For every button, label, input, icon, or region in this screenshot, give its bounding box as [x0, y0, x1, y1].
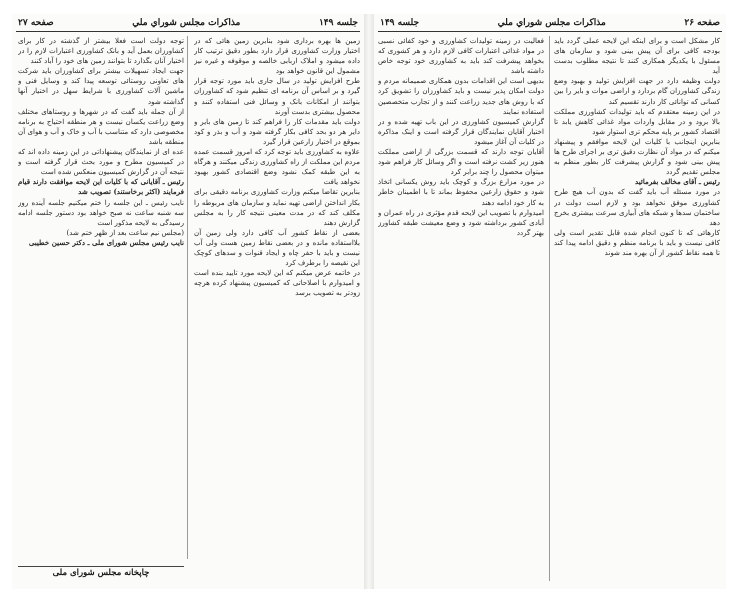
- paragraph: در مورد مزارع بزرگ و کوچک باید روش یکسانی اتخاذ شود و حقوق زارعین محفوظ بماند تا با اطمینان خاطر به کار خود ادامه دهند: [378, 177, 544, 207]
- right-page-column-left: [378, 36, 544, 583]
- session-end-note: (مجلس نیم ساعت بعد از ظهر ختم شد): [66, 227, 184, 237]
- paragraph: زمین ها بهره برداری شود بنابرین زمین هائی که در اختیار وزارت کشاورزی قرار دارد بطور دقیق ترتیب کار داده میشود و املاک اربابی خالصه و موقوفه و غیره نیز مشمول این قانون خواهد بود: [194, 36, 360, 76]
- left-page-header: [16, 16, 360, 30]
- right-page-session: جلسه ۱۴۹: [380, 18, 420, 28]
- paragraph: فعالیت در زمینه تولیدات کشاورزی و خود کفائی نسبی در مواد غذائی اعتبارات کافی لازم دارد و هر کشوری که بخواهد پیشرفت کند باید به کشاورزی خود توجه خاص داشته باشد: [378, 36, 544, 76]
- paragraph: امیدوارم با تصویب این لایحه قدم مؤثری در راه عمران و آبادی کشور برداشته شود و وضع معیشت طبقه کشاورز بهتر گردد: [378, 207, 544, 237]
- paragraph: بعضی از نقاط کشور آب کافی دارد ولی زمین آن بلااستفاده مانده و در بعضی نقاط زمین هست ولی آب نیست و باید با حفر چاه و ایجاد قنوات و سدهای کوچک این نقیصه را برطرف کرد: [194, 227, 360, 268]
- paragraph: کار مشکل است و برای اینکه این لایحه عملی گردد باید بودجه کافی برای آن پیش بینی شود و سازمان های مسئول با یکدیگر همکاری کنند تا نتیجه مطلوب بدست آید: [554, 36, 720, 76]
- paragraph: علاوه به کشاورزی باید توجه کرد که امروز قسمت عمده مردم این مملکت از راه کشاورزی زندگی میکنند و هرگاه به این طبقه کمک نشود وضع اقتصادی کشور بهبود نخواهد یافت: [194, 147, 360, 187]
- adjournment-notice: نایب رئیس ـ این جلسه را ختم میکنیم جلسه آینده روز سه شنبه ساعت نه صبح خواهد بود دستور جلسه ادامه رسیدگی به لایحه مذکور است: [18, 197, 184, 227]
- left-page-publication: مذاكرات مجلس شوراي ملي: [132, 18, 241, 28]
- footer-rule: [18, 566, 184, 567]
- paragraph: آقایان توجه دارند که قسمت بزرگی از اراضی مملکت هنوز زیر کشت نرفته است و اگر وسائل کار فراهم شود میتوان محصول را چند برابر کرد: [378, 147, 544, 177]
- document-spread: [12, 14, 726, 589]
- left-page-number: صفحه ۲۷: [18, 18, 54, 28]
- left-column-divider: [187, 36, 188, 559]
- left-page: [12, 14, 364, 589]
- right-column-divider: [549, 36, 550, 581]
- printer-footer: چاپخانه مجلس شورای ملی: [52, 568, 150, 578]
- left-page-column-left: [18, 36, 184, 561]
- right-page-header: [378, 16, 722, 30]
- paragraph: در مورد مسئله آب باید گفت که بدون آب هیچ طرح کشاورزی موفق نخواهد بود و لازم است دولت در ساختمان سدها و شبکه های آبیاری سرعت بیشتری بخرج دهد: [554, 187, 720, 227]
- signature-line: نایب رئیس مجلس شورای ملی ـ دکتر حسین خطیبی: [28, 237, 184, 247]
- left-header-rule: [16, 31, 360, 32]
- page-gutter: [364, 14, 374, 589]
- paragraph: کارهائی که تا کنون انجام شده قابل تقدیر است ولی کافی نیست و باید با برنامه منظم و دقیق ادامه پیدا کند تا همه نقاط کشور از آن بهره مند شوند: [554, 227, 720, 257]
- left-page-column-right: [194, 36, 360, 583]
- left-page-session: جلسه ۱۴۹: [318, 18, 358, 28]
- paragraph: توجه دولت است فعلا بیشتر از گذشته در کار برای کشاورزان بعمل آید و بانک کشاورزی اعتبارات لازم را در اختیار آنان بگذارد تا بتوانند زمین های خود را آباد کنند: [18, 36, 184, 66]
- paragraph: گزارش کمیسیون کشاورزی در این باب تهیه شده و در اختیار آقایان نمایندگان قرار گرفته است و اینک مذاکره در کلیات آن آغاز میشود: [378, 116, 544, 146]
- paragraph: بدیهی است این اقدامات بدون همکاری صمیمانه مردم و دولت امکان پذیر نیست و باید کشاورزان را تشویق کرد که با روش های جدید زراعت کنند و از تجارب متخصصین استفاده نمایند: [378, 76, 544, 116]
- paragraph: در این زمینه معتقدم که باید تولیدات کشاورزی مملکت بالا برود و در مقابل واردات مواد غذائی کاهش یابد تا اقتصاد کشور بر پایه محکم تری استوار شود: [554, 106, 720, 136]
- paragraph: دولت باید مقدمات کار را فراهم کند تا زمین های بایر و دایر هر دو بحد کافی بکار گرفته شود و آب و بذر و کود بموقع در اختیار زارعین قرار گیرد: [194, 116, 360, 146]
- paragraph: طرح افزایش تولید در سال جاری باید مورد توجه قرار گیرد و بر اساس آن برنامه ای تنظیم شود که کشاورزان بتوانند از امکانات بانک و وسائل فنی استفاده کنند و محصول بیشتری بدست آورند: [194, 76, 360, 116]
- paragraph: در خاتمه عرض میکنم که این لایحه مورد تایید بنده است و امیدوارم با اصلاحاتی که کمیسیون پیشنهاد کرده هرچه زودتر به تصویب برسد: [194, 268, 360, 298]
- vote-result: رئیس ـ آقایانی که با کلیات این لایحه موافقت دارند قیام فرمایند (اکثر برخاستند) تصویب شد: [18, 177, 184, 197]
- right-page-number: صفحه ۲۶: [684, 18, 720, 28]
- paragraph: بنابرین اینجانب با کلیات این لایحه موافقم و پیشنهاد میکنم که در مواد آن نظارت دقیق تری بر اجرای طرح ها پیش بینی شود و گزارش پیشرفت کار بطور منظم به مجلس تقدیم گردد: [554, 136, 720, 177]
- paragraph: بنابرین تقاضا میکنم وزارت کشاورزی برنامه دقیقی برای بکار انداختن اراضی تهیه نماید و سازمان های مربوطه را مکلف کند که در مدت معینی نتیجه کار را به مجلس گزارش دهند: [194, 187, 360, 227]
- paragraph: از آن جمله باید گفت که در شهرها و روستاهای مختلف وضع زراعت یکسان نیست و هر منطقه احتیاج به برنامه مخصوصی دارد که متناسب با آب و خاک و آب و هوای آن منطقه باشد: [18, 106, 184, 146]
- right-page-publication: مذاكرات مجلس شوراي ملي: [497, 18, 606, 28]
- paragraph: جهت ایجاد تسهیلات بیشتر برای کشاورزان باید شرکت های تعاونی روستائی توسعه پیدا کند و وسایل فنی و ماشین آلات کشاورزی با شرایط سهل در اختیار آنها گذاشته شود: [18, 66, 184, 106]
- paragraph: عده ای از نمایندگان پیشنهاداتی در این زمینه داده اند که در کمیسیون مطرح و مورد بحث قرار گرفته است و نتیجه آن در گزارش کمیسیون منعکس شده است: [18, 147, 184, 177]
- right-header-rule: [378, 31, 722, 32]
- speaker-line: رئیس ـ آقای مخالف بفرمائید: [635, 177, 720, 187]
- paragraph: دولت وظیفه دارد در جهت افزایش تولید و بهبود وضع زندگی کشاورزان گام بردارد و اراضی موات و بایر را بین کسانی که توانائی کار دارند تقسیم کند: [554, 76, 720, 106]
- right-page: [374, 14, 726, 589]
- right-page-column-right: [554, 36, 720, 583]
